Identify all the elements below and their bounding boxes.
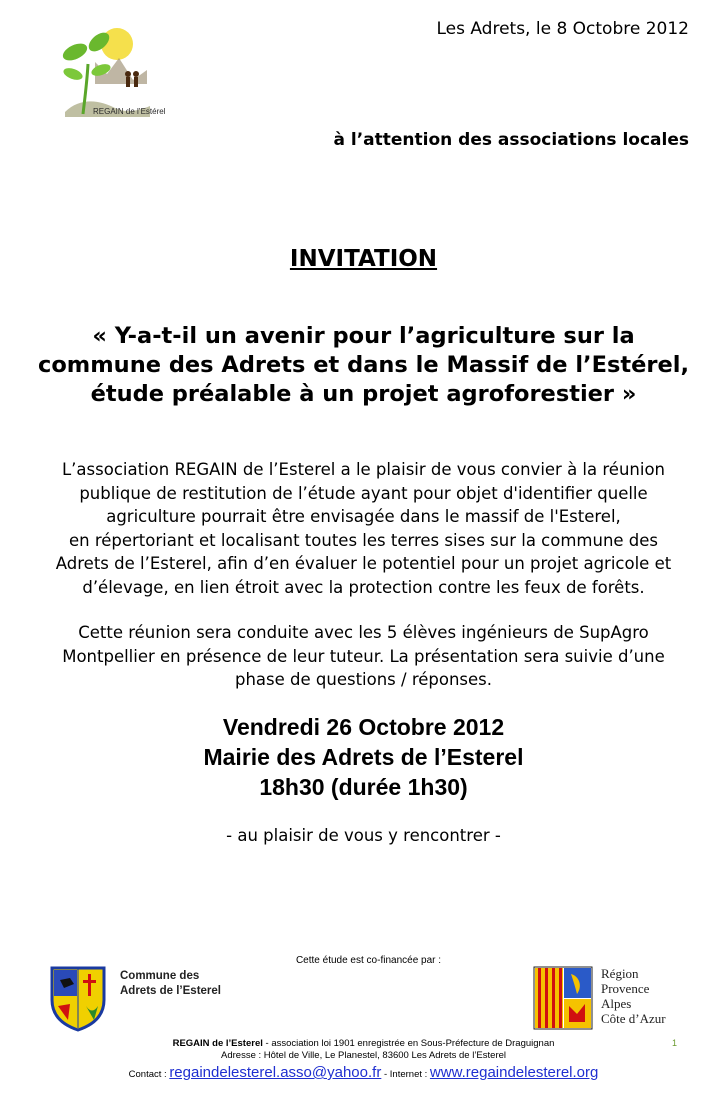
- footer-address: Adresse : Hôtel de Ville, Le Planestel, 83600 Les Adrets de l’Esterel: [221, 1049, 506, 1061]
- email-link[interactable]: regaindelesterel.asso@yahoo.fr: [169, 1064, 382, 1081]
- footer-org-name: REGAIN de l’Esterel: [172, 1038, 263, 1049]
- region-label: [601, 966, 666, 1026]
- attention-line: à l’attention des associations locales: [333, 130, 689, 150]
- website-link[interactable]: www.regaindelesterel.org: [429, 1064, 599, 1081]
- region-line: Région: [601, 966, 639, 981]
- subtitle-line: étude préalable à un projet agroforestier »: [90, 381, 637, 407]
- paragraph-line: Cette réunion sera conduite avec les 5 élèves ingénieurs de SupAgro: [78, 623, 649, 642]
- details-paragraph: [20, 621, 707, 692]
- event-location: Mairie des Adrets de l’Esterel: [203, 744, 524, 770]
- commune-line: Adrets de l’Esterel: [120, 985, 221, 997]
- paragraph-line: d’élevage, en lien étroit avec la protection contre les feux de forêts.: [82, 577, 645, 597]
- date-line: Les Adrets, le 8 Octobre 2012: [436, 19, 689, 39]
- paragraph-line: Adrets de l’Esterel, afin d’en évaluer le potentiel pour un projet agricole et: [55, 554, 672, 573]
- footer-contact-line: [0, 1064, 727, 1081]
- region-line: Alpes: [601, 996, 632, 1011]
- region-shield-icon: [533, 966, 593, 1030]
- paragraph-line: publique de restitution de l’étude ayant pour objet d'identifier quelle: [79, 483, 648, 503]
- commune-shield-icon: [50, 966, 106, 1032]
- paragraph-line: en répertoriant et localisant toutes les terres sises sur la commune des: [68, 530, 659, 550]
- event-date: Vendredi 26 Octobre 2012: [222, 714, 505, 740]
- paragraph-line: L’association REGAIN de l’Esterel a le plaisir de vous convier à la réunion: [61, 460, 665, 479]
- intro-paragraph: [20, 458, 707, 599]
- footer-org-desc: - association loi 1901 enregistrée en Sous-Préfecture de Draguignan: [262, 1038, 555, 1049]
- page-title: INVITATION: [289, 246, 438, 272]
- paragraph-line: Montpellier en présence de leur tuteur. La présentation sera suivie d’une: [62, 646, 665, 666]
- event-details: [0, 712, 727, 802]
- commune-label: [120, 969, 221, 999]
- separator: -: [381, 1069, 390, 1080]
- commune-line: Commune des: [120, 970, 200, 982]
- event-time: 18h30 (durée 1h30): [259, 774, 468, 800]
- paragraph-line: phase de questions / réponses.: [234, 670, 493, 689]
- contact-label: Contact :: [128, 1069, 170, 1080]
- paragraph-line: agriculture pourrait être envisagée dans le massif de l'Esterel,: [106, 507, 621, 526]
- region-line: Côte d’Azur: [601, 1011, 666, 1026]
- region-line: Provence: [601, 981, 650, 996]
- logo-label: REGAIN de l’Estérel: [93, 107, 166, 116]
- cofinance-line: Cette étude est co-financée par :: [295, 955, 442, 966]
- footer-org-line: [0, 1038, 727, 1050]
- subtitle-line: « Y-a-t-il un avenir pour l’agriculture sur la: [92, 323, 635, 349]
- internet-label: Internet :: [389, 1069, 430, 1080]
- subtitle-line: commune des Adrets et dans le Massif de l’Estérel,: [38, 352, 689, 378]
- closing-line: - au plaisir de vous y rencontrer -: [226, 826, 501, 845]
- page-number: 1: [672, 1038, 678, 1048]
- event-subtitle: [20, 322, 707, 409]
- footer: [0, 1038, 727, 1061]
